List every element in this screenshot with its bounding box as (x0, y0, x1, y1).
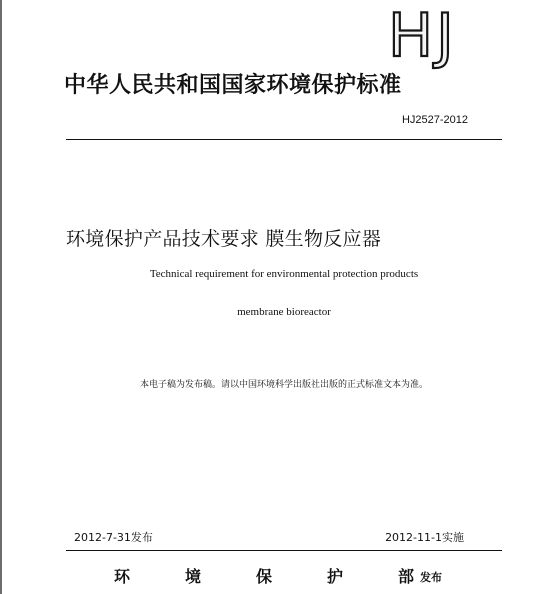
issuer-char: 环 (114, 567, 131, 586)
issuing-authority (114, 567, 414, 587)
standard-number: HJ2527-2012 (401, 114, 468, 126)
hj-logo: HJ (388, 1, 457, 71)
footer-divider (66, 550, 502, 551)
implementation-date: 2012-11-1实施 (385, 531, 464, 544)
header-divider (66, 139, 502, 140)
electronic-copy-notice: 本电子稿为发布稿。请以中国环境科学出版社出版的正式标准文本为准。 (139, 380, 428, 390)
document-title-chinese: 环境保护产品技术要求 膜生物反应器 (66, 228, 382, 250)
issuer-char: 护 (326, 567, 343, 586)
standard-organization-title: 中华人民共和国国家环境保护标准 (64, 73, 402, 98)
issuer-char: 境 (184, 567, 201, 586)
issuer-char: 部 (397, 567, 414, 586)
page-left-border (0, 0, 2, 594)
release-date: 2012-7-31发布 (74, 531, 153, 544)
document-title-english-line2: membrane bioreactor (237, 306, 331, 318)
issuer-char: 保 (255, 567, 272, 586)
issued-label: 发布 (420, 571, 442, 584)
document-title-english-line1: Technical requirement for environmental protection products (149, 268, 419, 280)
